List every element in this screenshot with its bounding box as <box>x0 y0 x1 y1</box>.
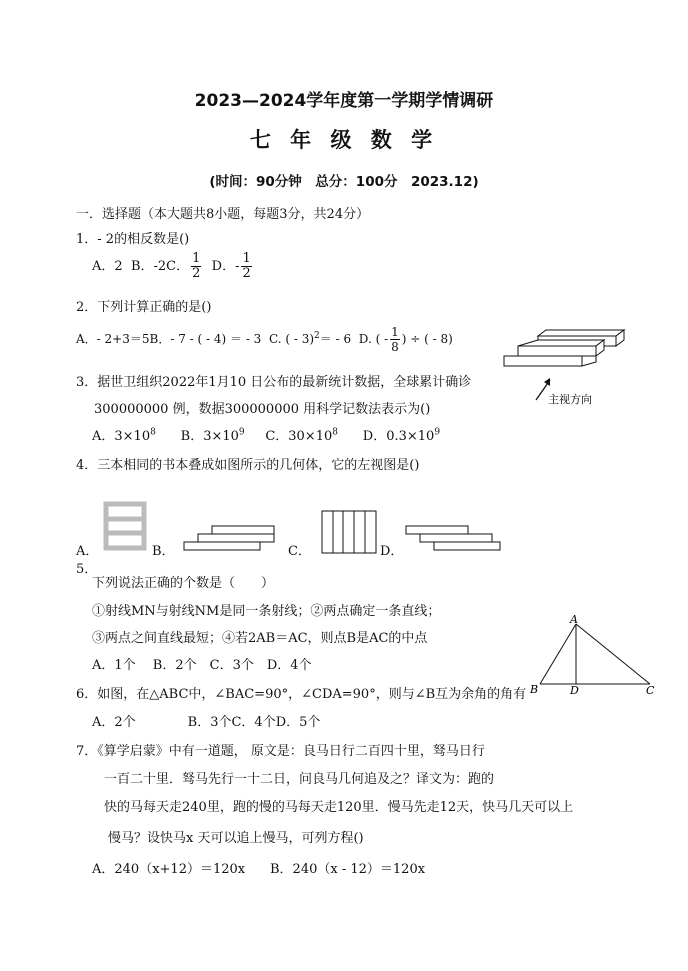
vertex-b-label: B <box>530 683 539 696</box>
q7-option-a: A．240（x+12）＝120x <box>92 862 246 877</box>
section-heading: 一．选择题（本大题共8小题，每题3分，共24分） <box>76 207 370 222</box>
stacked-books-figure <box>496 322 636 412</box>
q6-stem: 6．如图，在△ABC中，∠BAC=90°，∠CDA=90°，则与∠B互为余角的角有 <box>76 687 527 702</box>
vertex-d-label: D <box>570 684 579 696</box>
q6-options: A．2个 B．3个C．4个D．5个 <box>92 715 321 730</box>
q2-option-b: B．- 7 - ( - 4) ＝ - 3 <box>149 332 262 346</box>
q4-option-c-label: C． <box>288 544 311 559</box>
q1-option-c: C． <box>166 259 190 274</box>
q2-option-a: A．- 2+3＝5 <box>76 332 150 346</box>
q1-option-b: B．-2 <box>130 259 167 274</box>
q2-option-c: C. ( - 3)$^2$＝ - 6 <box>268 331 352 346</box>
q1-stem: 1．- 2的相反数是() <box>76 232 190 247</box>
q1-option-c-fraction: $\frac{1}{2}$ <box>192 251 201 281</box>
q2-stem: 2．下列计算正确的是() <box>76 300 212 315</box>
q3-line2: 300000000 例，数据300000000 用科学记数法表示为() <box>94 402 431 417</box>
q3-option-c: C．$30\times 10^8$ <box>265 427 338 444</box>
q5-statement-2: ③两点之间直线最短；④若2AB＝AC，则点B是AC的中点 <box>92 631 428 646</box>
q7-line2: 一百二十里．驽马先行一十二日，问良马几何追及之？译文为：跑的 <box>104 772 495 787</box>
q3-option-d: D．$0.3\times 10^9$ <box>362 427 441 444</box>
main-view-caption: 主视方向 <box>548 393 592 406</box>
q5-statement-1: ①射线MN与射线NM是同一条射线；②两点确定一条直线； <box>92 604 441 619</box>
q4-option-c-figure <box>318 508 380 556</box>
q1-option-a: A．2 <box>92 259 123 274</box>
q4-option-b-figure <box>172 520 288 556</box>
q4-option-a-label: A． <box>76 544 99 559</box>
q5-options: A．1个 B．2个 C．3个 D．4个 <box>92 658 312 673</box>
vertex-a-label: A <box>570 614 578 626</box>
q1-option-d: D．- <box>211 259 240 274</box>
q3-line1: 3．据世卫组织2022年1月10 日公布的最新统计数据，全球累计确诊 <box>76 375 472 390</box>
q7-line1: 7．《算学启蒙》中有一道题， 原文是：良马日行二百四十里，驽马日行 <box>76 744 485 759</box>
q3-option-a: A．$3\times 10^8$ <box>92 427 156 444</box>
q4-option-d-figure <box>398 520 504 556</box>
q7-line4: 慢马？设快马x 天可以追上慢马，可列方程() <box>108 831 364 846</box>
q1-option-d-fraction: $\frac{1}{2}$ <box>242 251 251 281</box>
q3-options <box>92 425 440 444</box>
q7-line3: 快的马每天走240里，跑的慢的马每天走120里．慢马先走12天，快马几天可以上 <box>104 800 574 815</box>
q2-option-d: D. ( - $\frac{1}{8}$ ) ÷ ( - 8) <box>358 325 453 354</box>
q4-option-d-label: D． <box>380 544 404 559</box>
triangle-figure <box>528 614 660 696</box>
subject-title: 七 年 级 数 学 <box>249 128 439 152</box>
q7-option-b: B．240（x - 12）＝120x <box>270 862 426 877</box>
q1-options <box>92 252 254 281</box>
q4-option-b-label: B． <box>152 544 175 559</box>
exam-title: 2023—2024学年度第一学期学情调研 <box>194 91 494 111</box>
q3-option-b: B．$3\times 10^9$ <box>180 427 245 444</box>
exam-info: (时间：90分钟 总分：100分 2023.12) <box>209 174 479 190</box>
q2-options <box>76 325 453 354</box>
q5-number: 5． <box>76 562 98 577</box>
q4-option-a-figure <box>100 500 150 552</box>
q4-stem: 4．三本相同的书本叠成如图所示的几何体，它的左视图是() <box>76 458 420 473</box>
q5-stem: 下列说法正确的个数是（ ） <box>92 576 275 591</box>
vertex-c-label: C <box>646 684 655 696</box>
